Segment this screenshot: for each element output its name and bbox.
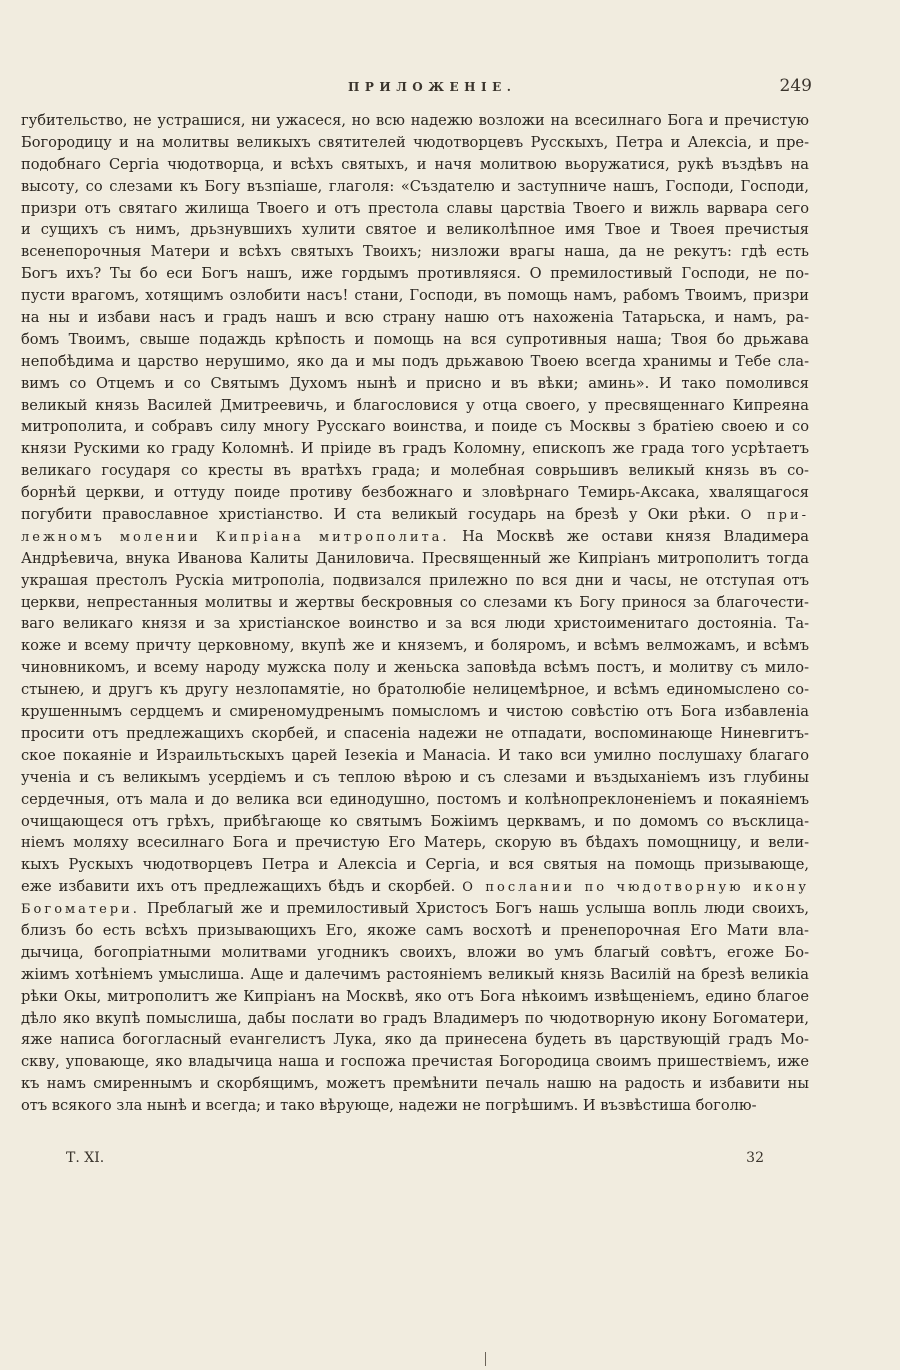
text-line bbox=[21, 351, 809, 373]
text-line bbox=[21, 373, 809, 395]
line-text: борнѣй церкви, и оттуду поиде противу безбожнаго и зловѣрнаго Темирь-Аксака, хвалящагося bbox=[21, 484, 809, 502]
line-text: просити отъ предлежащихъ скорбей, и спасеніа надежи не отпадати, воспоминающе Ниневгитъ- bbox=[21, 724, 809, 742]
text-line bbox=[21, 482, 809, 504]
line-text: къ намъ смиреннымъ и скорбящимъ, можетъ премѣнити печаль нашю на радость и избавити ны bbox=[21, 1075, 809, 1093]
text-line bbox=[21, 942, 809, 964]
text-line bbox=[21, 154, 809, 176]
line-text: великаго государя со кресты въ вратѣхъ града; и молебная соврьшивъ великый князь въ со- bbox=[21, 462, 809, 480]
line-text: высоту, со слезами къ Богу възпіаше, глаголя: «Създателю и заступниче нашъ, Господи, Господи, bbox=[21, 177, 809, 195]
running-head-title: ПРИЛОЖЕНІЕ. bbox=[348, 80, 517, 94]
line-text: сердечныя, отъ мала и до велика вси единодушно, постомъ и колѣнопреклоненіемъ и покаяніемъ bbox=[21, 790, 809, 808]
text-line bbox=[21, 920, 809, 942]
text-line bbox=[21, 329, 809, 351]
line-text: на ны и избави насъ и градъ нашъ и всю страну нашю отъ нахоженіа Татарьска, и намъ, ра- bbox=[21, 309, 809, 327]
text-line bbox=[21, 745, 809, 767]
line-text: всенепорочныя Матери и всѣхъ святыхъ Твоихъ; низложи врагы наша, да не рекутъ: гдѣ есть bbox=[21, 243, 809, 261]
line-text: кыхъ Рускыхъ чюдотворцевъ Петра и Алексіа и Сергіа, и вся святыя на помощь призывающе, bbox=[21, 856, 809, 874]
text-line bbox=[21, 898, 809, 920]
line-text: рѣки Окы, митрополитъ же Кипріанъ на Москвѣ, яко отъ Бога нѣкоимъ извѣщеніемъ, едино благое bbox=[21, 987, 809, 1005]
text-line bbox=[21, 854, 809, 876]
text-line bbox=[21, 767, 809, 789]
line-text: дычица, богопріатными молитвами угодникъ своихъ, вложи во умъ благый совѣтъ, егоже Бо- bbox=[21, 943, 809, 961]
line-text: чиновникомъ, и всему народу мужска полу и женьска заповѣда всѣмъ постъ, и молитву съ мило- bbox=[21, 659, 809, 677]
text-line bbox=[21, 701, 809, 723]
text-line bbox=[21, 395, 809, 417]
line-text: дѣло яко вкупѣ помыслиша, дабы послати во градъ Владимеръ по чюдотворную икону Богоматери, bbox=[21, 1009, 809, 1027]
line-text: погубити православное христіанство. И ста великый государь на брезѣ у Оки рѣки. bbox=[21, 506, 741, 524]
text-line bbox=[21, 526, 809, 548]
line-text: князи Рускими ко граду Коломнѣ. И пріиде въ градъ Коломну, епископъ же града того усрѣтаетъ bbox=[21, 440, 809, 458]
text-line bbox=[21, 876, 809, 898]
line-text: близъ бо есть всѣхъ призывающихъ Его, якоже самъ восхотѣ и пренепорочная Его Мати вла- bbox=[21, 921, 809, 939]
spaced-heading-text: Богоматери. bbox=[21, 902, 140, 918]
line-text: На Москвѣ же остави князя Владимера bbox=[449, 527, 809, 545]
line-text: подобнаго Сергіа чюдотворца, и всѣхъ святыхъ, и начя молитвою вьоружатися, рукѣ въздѣвъ на bbox=[21, 155, 809, 173]
volume-mark: Т. XI. bbox=[66, 1150, 105, 1166]
text-line bbox=[21, 438, 809, 460]
line-text: коже и всему причту церковному, вкупѣ же и княземъ, и боляромъ, и всѣмъ велможамъ, и всѣмъ bbox=[21, 637, 809, 655]
page-number: 249 bbox=[779, 76, 812, 96]
text-line bbox=[21, 1029, 809, 1051]
line-text: Богородицу и на молитвы великыхъ святителей чюдотворцевъ Русскыхъ, Петра и Алексіа, и пре- bbox=[21, 133, 809, 151]
line-text: скву, уповающе, яко владычица наша и госпожа пречистая Богородица своимъ пришествіемъ, иже bbox=[21, 1053, 809, 1071]
text-line bbox=[21, 723, 809, 745]
line-text: и сущихъ съ нимъ, дрьзнувшихъ хулити святое и великолѣпное имя Твое и Твоея пречистыя bbox=[21, 221, 809, 239]
page-footer bbox=[0, 1150, 900, 1170]
text-line bbox=[21, 241, 809, 263]
text-line bbox=[21, 460, 809, 482]
text-line bbox=[21, 986, 809, 1008]
running-head bbox=[0, 78, 900, 98]
line-text: ученіа и съ великымъ усердіемъ и съ теплою вѣрою и съ слезами и въздыханіемъ изъ глубины bbox=[21, 768, 809, 786]
text-line bbox=[21, 789, 809, 811]
line-text: очищающеся отъ грѣхъ, прибѣгающе ко святымъ Божіимъ церквамъ, и по домомъ со въсклица- bbox=[21, 812, 809, 830]
signature-mark: 32 bbox=[746, 1150, 764, 1166]
text-line bbox=[21, 964, 809, 986]
text-line bbox=[21, 110, 809, 132]
text-line bbox=[21, 657, 809, 679]
text-line bbox=[21, 811, 809, 833]
line-text: пусти врагомъ, хотящимъ озлобити насъ! стани, Господи, въ помощь намъ, рабомъ Твоимъ, призри bbox=[21, 287, 809, 305]
text-line bbox=[21, 176, 809, 198]
text-line bbox=[21, 285, 809, 307]
text-line bbox=[21, 1073, 809, 1095]
page-edge-mark bbox=[485, 1352, 486, 1366]
text-line bbox=[21, 613, 809, 635]
line-text: великый князь Василей Дмитреевичь, и благословися у отца своего, у пресвященнаго Кипреяна bbox=[21, 396, 809, 414]
text-line bbox=[21, 592, 809, 614]
text-line bbox=[21, 679, 809, 701]
line-text: бомъ Твоимъ, свыше подаждь крѣпость и помощь на вся супротивныя наша; Твоя бо дрьжава bbox=[21, 330, 809, 348]
line-text: церкви, непрестанныя молитвы и жертвы бескровныя со слезами къ Богу принося за благочести- bbox=[21, 593, 809, 611]
text-line bbox=[21, 219, 809, 241]
text-line bbox=[21, 198, 809, 220]
line-text: Богъ ихъ? Ты бо еси Богъ нашъ, иже гордымъ противляяся. О премилостивый Господи, не по- bbox=[21, 265, 809, 283]
text-line bbox=[21, 504, 809, 526]
line-text: жіимъ хотѣніемъ умыслиша. Аще и далечимъ растояніемъ великый князь Василій на брезѣ великіа bbox=[21, 965, 809, 983]
line-text: ніемъ моляху всесилнаго Бога и пречистую Его Матерь, скорую въ бѣдахъ помощницу, и вели- bbox=[21, 834, 809, 852]
text-line bbox=[21, 635, 809, 657]
spaced-heading-text: лежномъ молении Кипріана митрополита. bbox=[21, 529, 450, 545]
text-line bbox=[21, 416, 809, 438]
text-line bbox=[21, 263, 809, 285]
line-text: отъ всякого зла нынѣ и всегда; и тако вѣрующе, надежи не погрѣшимъ. И възвѣстиша боголю- bbox=[21, 1097, 757, 1115]
line-text: непобѣдима и царство нерушимо, яко да и мы подъ дрьжавою Твоею всегда хранимы и Тебе сла- bbox=[21, 352, 809, 370]
line-text: ваго великаго князя и за христіанское воинство и за вся люди христоименитаго достояніа. Та- bbox=[21, 615, 809, 633]
line-text: ское покаяніе и Израильтьскыхъ царей Іезекіа и Манасіа. И тако вси умилно послушаху благаго bbox=[21, 746, 809, 764]
text-line bbox=[21, 307, 809, 329]
line-text: украшая престолъ Рускіа митрополіа, подвизался прилежно по вся дни и часы, не отступая отъ bbox=[21, 571, 809, 589]
line-text: стынею, и другъ къ другу незлопамятіе, но братолюбіе нелицемѣрное, и всѣмъ единомыслено со- bbox=[21, 681, 809, 699]
line-text: яже написа богогласный еvангелистъ Лука, яко да принесена будеть въ царствующій градъ Мо- bbox=[21, 1031, 809, 1049]
text-line bbox=[21, 1051, 809, 1073]
line-text: Андрѣевича, внука Иванова Калиты Даниловича. Пресвященный же Кипріанъ митрополитъ тогда bbox=[21, 549, 809, 567]
text-line bbox=[21, 1095, 809, 1117]
line-text: Преблагый же и премилостивый Христосъ Богъ нашь услыша вопль люди своихъ, bbox=[139, 900, 809, 918]
line-text: крушеннымъ сердцемъ и смиреномудренымъ помысломъ и чистою совѣстію отъ Бога избавленіа bbox=[21, 703, 809, 721]
text-line bbox=[21, 570, 809, 592]
body-text bbox=[21, 110, 809, 1117]
text-line bbox=[21, 1008, 809, 1030]
line-text: призри отъ святаго жилища Твоего и отъ престола славы царствіа Твоего и вижль варвара сего bbox=[21, 199, 809, 217]
line-text: митрополита, и собравъ силу многу Русскаго воинства, и поиде съ Москвы з братіею своею и со bbox=[21, 418, 809, 436]
line-text: вимъ со Отцемъ и со Святымъ Духомъ нынѣ и присно и въ вѣки; аминь». И тако помолився bbox=[21, 374, 809, 392]
text-line bbox=[21, 832, 809, 854]
spaced-heading-text: О послании по чюдотворную икону bbox=[462, 880, 809, 896]
line-text: еже избавити ихъ отъ предлежащихъ бѣдъ и скорбей. bbox=[21, 878, 463, 896]
text-line bbox=[21, 132, 809, 154]
text-line bbox=[21, 548, 809, 570]
spaced-heading-text: О при- bbox=[740, 508, 809, 524]
line-text: губительство, не устрашися, ни ужасеся, но всю надежю возложи на всесилнаго Бога и пречистую bbox=[21, 112, 809, 129]
